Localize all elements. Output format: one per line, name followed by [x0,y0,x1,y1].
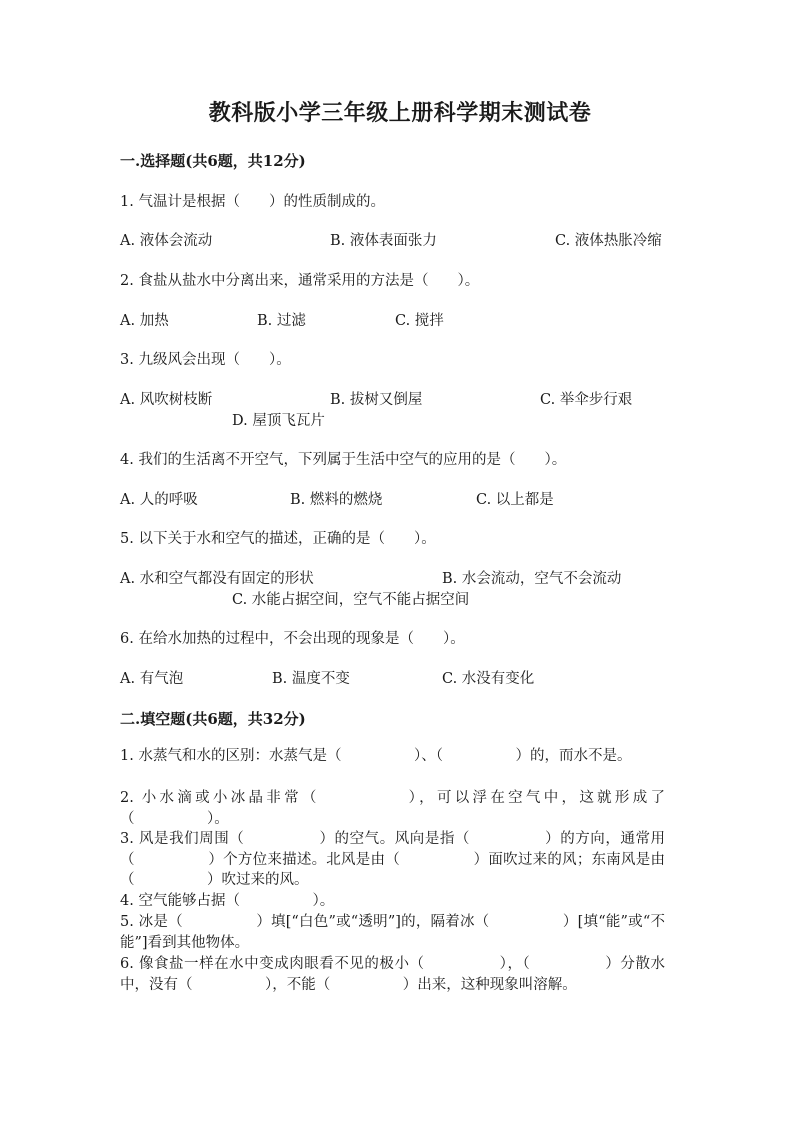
option-4c: C. 以上都是 [476,492,554,508]
question-stem-4: 4. 我们的生活离不开空气，下列属于生活中空气的应用的是（ ）。 [120,452,567,468]
question-stem-6: 6. 在给水加热的过程中，不会出现的现象是（ ）。 [120,631,465,647]
option-2c: C. 搅拌 [395,313,444,329]
page-title: 教科版小学三年级上册科学期末测试卷 [208,100,592,126]
section-heading-fill: 二.填空题(共6题，共32分) [120,710,306,728]
option-4a: A. 人的呼吸 [120,492,198,508]
option-3b: B. 拔树又倒屋 [330,392,423,408]
fill-item-5: 5. 冰是（ ）填[“白色”或“透明”]的，隔着冰（ ）[填“能”或“不能”]看到其他物体。 [120,914,665,951]
question-stem-3: 3. 九级风会出现（ ）。 [120,352,291,368]
option-4b: B. 燃料的燃烧 [290,492,383,508]
option-6b: B. 温度不变 [272,671,350,687]
option-5b: B. 水会流动，空气不会流动 [442,571,622,587]
option-1c: C. 液体热胀冷缩 [555,233,662,249]
fill-item-4: 4. 空气能够占据（ ）。 [120,893,335,909]
option-5a: A. 水和空气都没有固定的形状 [120,571,314,587]
option-3a: A. 风吹树枝断 [120,392,213,408]
fill-item-3: 3. 风是我们周围（ ）的空气。风向是指（ ）的方向，通常用（ ）个方位来描述。北风是由（ ）面吹过来的风；东南风是由（ ）吹过来的风。 [120,831,665,888]
option-3d: D. 屋顶飞瓦片 [232,413,325,429]
fill-item-1: 1. 水蒸气和水的区别：水蒸气是（ ）、（ ）的，而水不是。 [120,748,632,764]
question-stem-2: 2. 食盐从盐水中分离出来，通常采用的方法是（ ）。 [120,273,480,289]
option-2a: A. 加热 [120,313,169,329]
option-1a: A. 液体会流动 [120,233,213,249]
fill-item-2: 2. 小水滴或小冰晶非常（ ），可以浮在空气中，这就形成了（ ）。 [120,790,665,827]
option-6c: C. 水没有变化 [442,671,535,687]
option-6a: A. 有气泡 [120,671,184,687]
section-heading-choice: 一.选择题(共6题，共12分) [120,152,306,170]
fill-item-6: 6. 像食盐一样在水中变成肉眼看不见的极小（ ），（ ）分散水中，没有（ ），不能（ ）出来，这种现象叫溶解。 [120,956,665,993]
question-stem-5: 5. 以下关于水和空气的描述，正确的是（ ）。 [120,531,436,547]
question-stem-1: 1. 气温计是根据（ ）的性质制成的。 [120,194,385,210]
option-1b: B. 液体表面张力 [330,233,437,249]
option-3c: C. 举伞步行艰 [540,392,633,408]
option-2b: B. 过滤 [257,313,306,329]
option-5c: C. 水能占据空间，空气不能占据空间 [232,592,470,608]
